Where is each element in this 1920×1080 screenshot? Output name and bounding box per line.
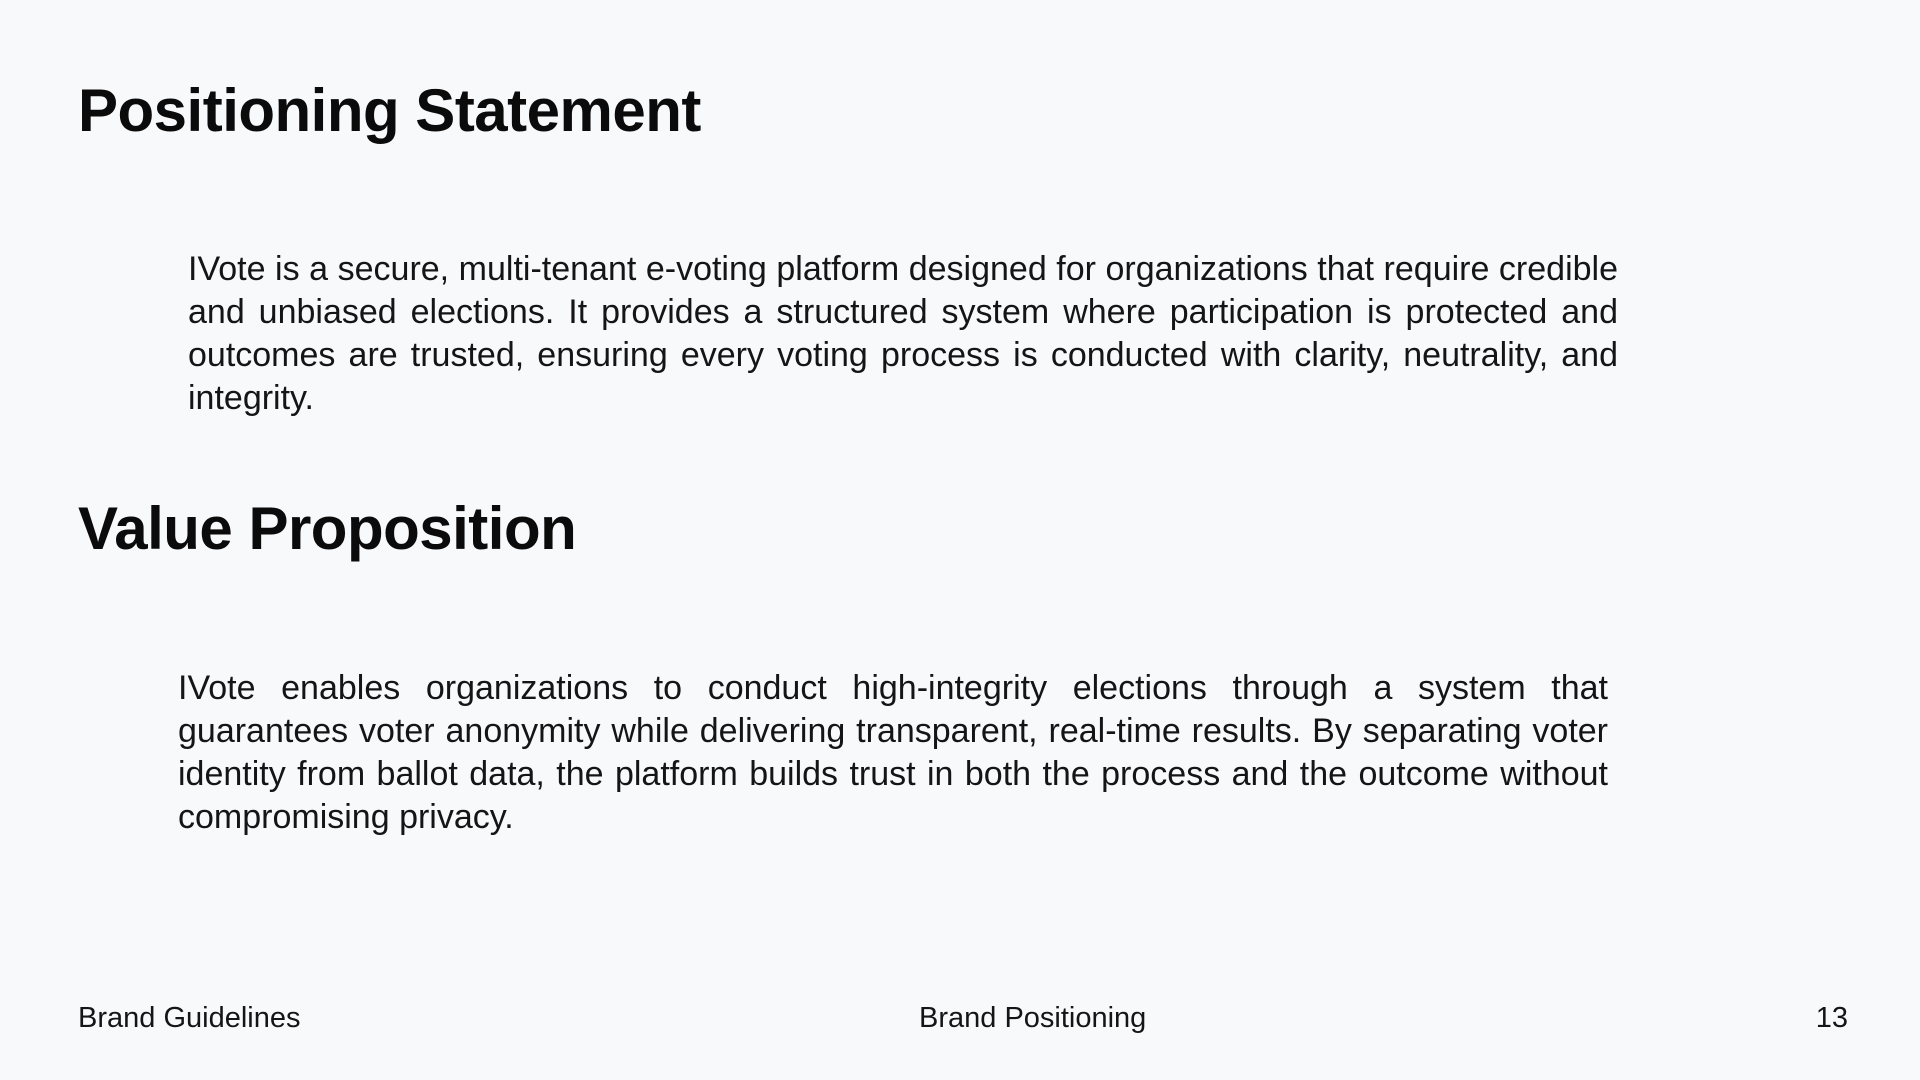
positioning-statement-body: IVote is a secure, multi-tenant e-voting platform designed for organizations that require credible and unbiased elections. It provides a structured system where participation is protected and outcomes are trusted, ensuring every voting process is conducted with clarity, neutrality, and integrity. (188, 250, 1618, 417)
value-proposition-heading: Value Proposition (78, 495, 577, 562)
footer-document-title: Brand Guidelines (78, 1002, 301, 1034)
footer-section-title: Brand Positioning (919, 1002, 1147, 1034)
footer-page-number: 13 (1815, 1002, 1848, 1034)
value-proposition-body: IVote enables organizations to conduct high-integrity elections through a system that guarantees voter anonymity while delivering transparent, real-time results. By separating voter identity from ballot data, the platform builds trust in both the process and the outcome without compromising privacy. (178, 669, 1608, 836)
positioning-statement-heading: Positioning Statement (78, 77, 701, 144)
page-footer (78, 998, 1848, 1038)
